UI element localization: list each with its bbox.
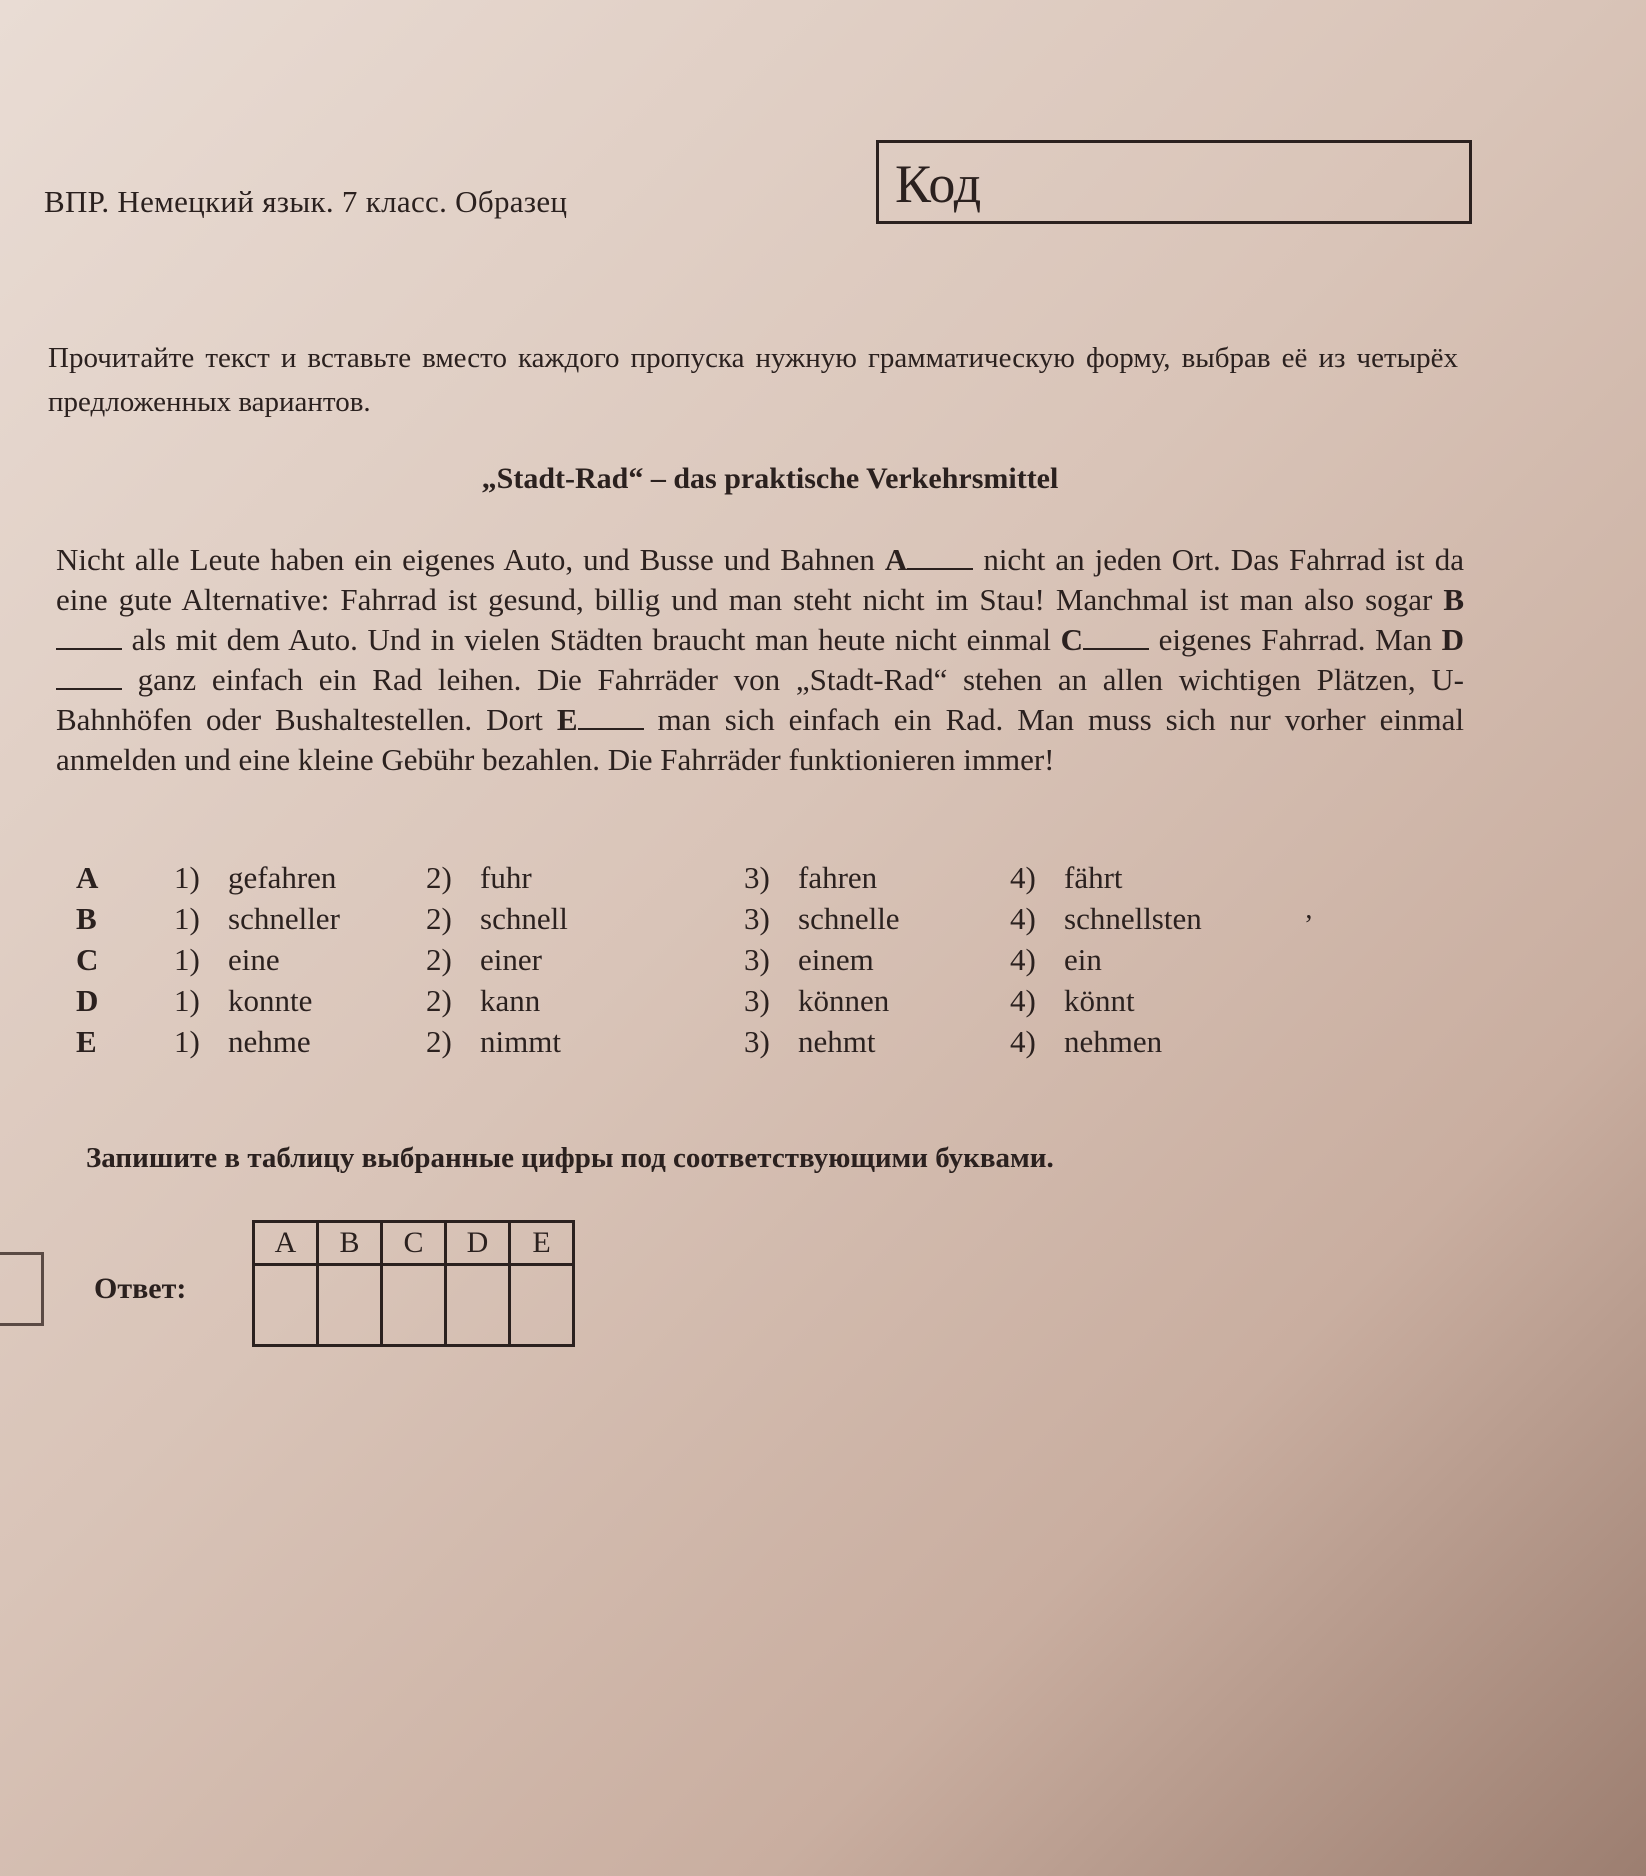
option-row-a — [76, 860, 1276, 901]
option-row-b — [76, 901, 1276, 942]
text-title: „Stadt-Rad“ – das praktische Verkehrsmittel — [481, 462, 1059, 495]
option-item: 3) einem — [744, 942, 874, 977]
task-instruction: Прочитайте текст и вставьте вместо каждого пропуска нужную грамматическую форму, выбрав её из четырёх предложенных вариантов. — [48, 342, 1458, 418]
option-item: 4) könnt — [1010, 983, 1135, 1018]
option-letter: A — [76, 860, 99, 895]
blank-c-letter: C — [1060, 622, 1083, 657]
option-item: 1) gefahren — [174, 860, 337, 895]
blank-e-line — [578, 727, 644, 730]
code-label: Код — [895, 154, 982, 214]
option-item: 1) nehme — [174, 1024, 311, 1059]
passage-segment: als mit dem Auto. Und in vielen Städten braucht man heute nicht einmal — [122, 622, 1061, 657]
option-item: 2) einer — [426, 942, 542, 977]
blank-b-letter: B — [1443, 582, 1464, 617]
option-letter: D — [76, 983, 99, 1018]
blank-d-letter: D — [1441, 622, 1465, 657]
passage-segment: eigenes Fahrrad. Man — [1149, 622, 1442, 657]
table-instruction: Запишите в таблицу выбранные цифры под соответствующими буквами. — [86, 1142, 1054, 1174]
answer-options — [76, 860, 1276, 1065]
option-item: 4) fährt — [1010, 860, 1123, 895]
option-item: 4) ein — [1010, 942, 1102, 977]
blank-e-letter: E — [556, 702, 578, 737]
option-letter: E — [76, 1024, 97, 1059]
option-letter: B — [76, 901, 97, 936]
option-item: 3) können — [744, 983, 890, 1018]
answer-cell-a[interactable] — [254, 1265, 318, 1346]
margin-box — [0, 1252, 44, 1326]
option-row-d — [76, 983, 1276, 1024]
option-item: 2) kann — [426, 983, 541, 1018]
answer-column-e: E — [510, 1222, 574, 1265]
option-item: 2) fuhr — [426, 860, 532, 895]
reading-passage — [56, 540, 1464, 780]
option-item: 1) eine — [174, 942, 280, 977]
answer-column-c: C — [382, 1222, 446, 1265]
passage-segment: ganz einfach ein Rad leihen. Die Fahrräder von „Stadt-Rad“ stehen an allen wichtigen Plätzen, U-Bahnhöfen oder Bushaltestellen. Dort — [56, 662, 1464, 737]
answer-cell-e[interactable] — [510, 1265, 574, 1346]
code-box — [876, 140, 1472, 224]
option-item: 1) schneller — [174, 901, 340, 936]
answer-column-b: B — [318, 1222, 382, 1265]
page-header-title: ВПР. Немецкий язык. 7 класс. Образец — [44, 184, 568, 219]
answer-cell-b[interactable] — [318, 1265, 382, 1346]
blank-b-line — [56, 647, 122, 650]
answer-table — [252, 1220, 575, 1347]
answer-label: Ответ: — [94, 1272, 187, 1305]
option-item: 3) fahren — [744, 860, 878, 895]
option-item: 4) nehmen — [1010, 1024, 1163, 1059]
passage-segment: Nicht alle Leute haben ein eigenes Auto, und Busse und Bahnen — [56, 542, 885, 577]
blank-a-line — [907, 567, 973, 570]
answer-column-d: D — [446, 1222, 510, 1265]
option-letter: C — [76, 942, 99, 977]
blank-d-line — [56, 687, 122, 690]
option-row-c — [76, 942, 1276, 983]
pencil-tick-mark: ʼ — [1304, 910, 1314, 941]
option-item: 3) schnelle — [744, 901, 900, 936]
answer-column-a: A — [254, 1222, 318, 1265]
answer-cell-c[interactable] — [382, 1265, 446, 1346]
answer-cell-d[interactable] — [446, 1265, 510, 1346]
option-item: 1) konnte — [174, 983, 313, 1018]
option-row-e — [76, 1024, 1276, 1065]
option-item: 2) schnell — [426, 901, 568, 936]
option-item: 3) nehmt — [744, 1024, 876, 1059]
option-item: 2) nimmt — [426, 1024, 561, 1059]
passage-segment: man sich einfach ein Rad. Man muss sich nur vorher einmal anmelden und eine kleine Gebühr bezahlen. Die Fahrräder funktionieren immer! — [56, 702, 1464, 777]
blank-c-line — [1083, 647, 1149, 650]
blank-a-letter: A — [884, 542, 908, 577]
passage-segment: nicht an jeden Ort. Das Fahrrad ist da eine gute Alternative: Fahrrad ist gesund, billig und man steht nicht im Stau! Manchmal ist man also sogar — [56, 542, 1464, 617]
option-item: 4) schnellsten — [1010, 901, 1202, 936]
